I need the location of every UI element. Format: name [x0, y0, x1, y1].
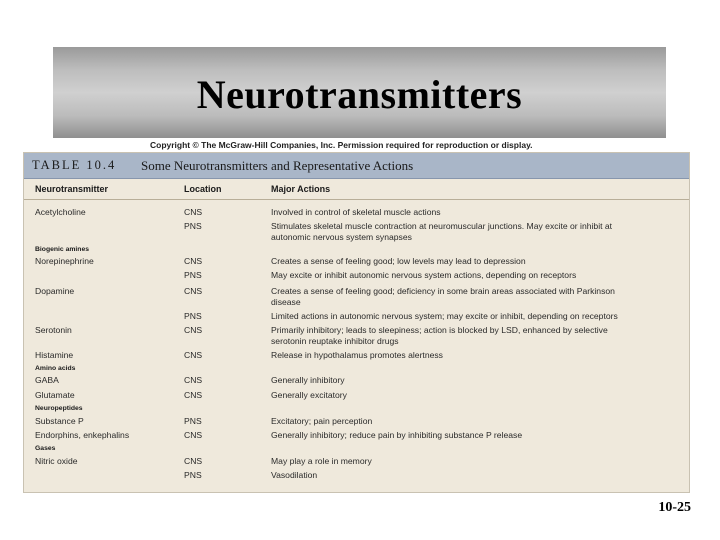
major-action-cell: Creates a sense of feeling good; deficiency in some brain areas associated with Parkinson	[271, 286, 615, 296]
category-label: Biogenic amines	[35, 246, 90, 253]
major-action-cell: Involved in control of skeletal muscle actions	[271, 207, 441, 217]
major-action-cell-continued: disease	[271, 297, 301, 307]
major-action-cell: Primarily inhibitory; leads to sleepiness; action is blocked by LSD, enhanced by selective	[271, 325, 608, 335]
location-cell: CNS	[184, 286, 203, 296]
location-cell: CNS	[184, 456, 203, 466]
category-label: Neuropeptides	[35, 405, 83, 412]
neurotransmitter-table	[23, 152, 690, 493]
location-cell: PNS	[184, 416, 202, 426]
location-cell: CNS	[184, 430, 203, 440]
neurotransmitter-cell: Dopamine	[35, 286, 75, 296]
table-header-bar	[24, 153, 689, 179]
location-cell: CNS	[184, 375, 203, 385]
major-action-cell: May excite or inhibit autonomic nervous system actions, depending on receptors	[271, 270, 577, 280]
category-label: Gases	[35, 445, 56, 452]
copyright-notice: Copyright © The McGraw-Hill Companies, Inc. Permission required for reproduction or display.	[150, 140, 533, 150]
table-number: TABLE 10.4	[32, 158, 117, 172]
major-action-cell: May play a role in memory	[271, 456, 372, 466]
col-header-location: Location	[184, 184, 222, 194]
slide-title: Neurotransmitters	[196, 72, 523, 117]
location-cell: CNS	[184, 256, 203, 266]
major-action-cell: Generally inhibitory	[271, 375, 345, 385]
major-action-cell: Release in hypothalamus promotes alertness	[271, 350, 443, 360]
neurotransmitter-cell: Substance P	[35, 416, 84, 426]
neurotransmitter-cell: Histamine	[35, 350, 74, 360]
page-number: 10-25	[658, 500, 691, 515]
col-header-major-actions: Major Actions	[271, 184, 331, 194]
major-action-cell: Creates a sense of feeling good; low levels may lead to depression	[271, 256, 526, 266]
major-action-cell: Generally inhibitory; reduce pain by inhibiting substance P release	[271, 430, 523, 440]
neurotransmitter-cell: GABA	[35, 375, 59, 385]
location-cell: CNS	[184, 325, 203, 335]
neurotransmitter-cell: Endorphins, enkephalins	[35, 430, 130, 440]
category-label: Amino acids	[35, 365, 76, 372]
location-cell: PNS	[184, 470, 202, 480]
neurotransmitter-cell: Acetylcholine	[35, 207, 86, 217]
major-action-cell: Vasodilation	[271, 470, 318, 480]
major-action-cell-continued: serotonin reuptake inhibitor drugs	[271, 336, 399, 346]
neurotransmitter-cell: Glutamate	[35, 390, 75, 400]
major-action-cell: Stimulates skeletal muscle contraction at neuromuscular junctions. May excite or inhibit at	[271, 221, 613, 231]
neurotransmitter-cell: Serotonin	[35, 325, 72, 335]
location-cell: PNS	[184, 311, 202, 321]
location-cell: PNS	[184, 270, 202, 280]
neurotransmitter-cell: Norepinephrine	[35, 256, 94, 266]
location-cell: CNS	[184, 207, 203, 217]
neurotransmitter-cell: Nitric oxide	[35, 456, 78, 466]
major-action-cell: Limited actions in autonomic nervous system; may excite or inhibit, depending on receptors	[271, 311, 618, 321]
location-cell: CNS	[184, 390, 203, 400]
col-header-neurotransmitter: Neurotransmitter	[35, 184, 109, 194]
title-banner	[53, 47, 666, 138]
location-cell: CNS	[184, 350, 203, 360]
table-caption: Some Neurotransmitters and Representative Actions	[141, 158, 414, 173]
location-cell: PNS	[184, 221, 202, 231]
major-action-cell: Generally excitatory	[271, 390, 347, 400]
major-action-cell-continued: autonomic nervous system synapses	[271, 232, 412, 242]
column-header-row	[24, 180, 689, 200]
major-action-cell: Excitatory; pain perception	[271, 416, 373, 426]
